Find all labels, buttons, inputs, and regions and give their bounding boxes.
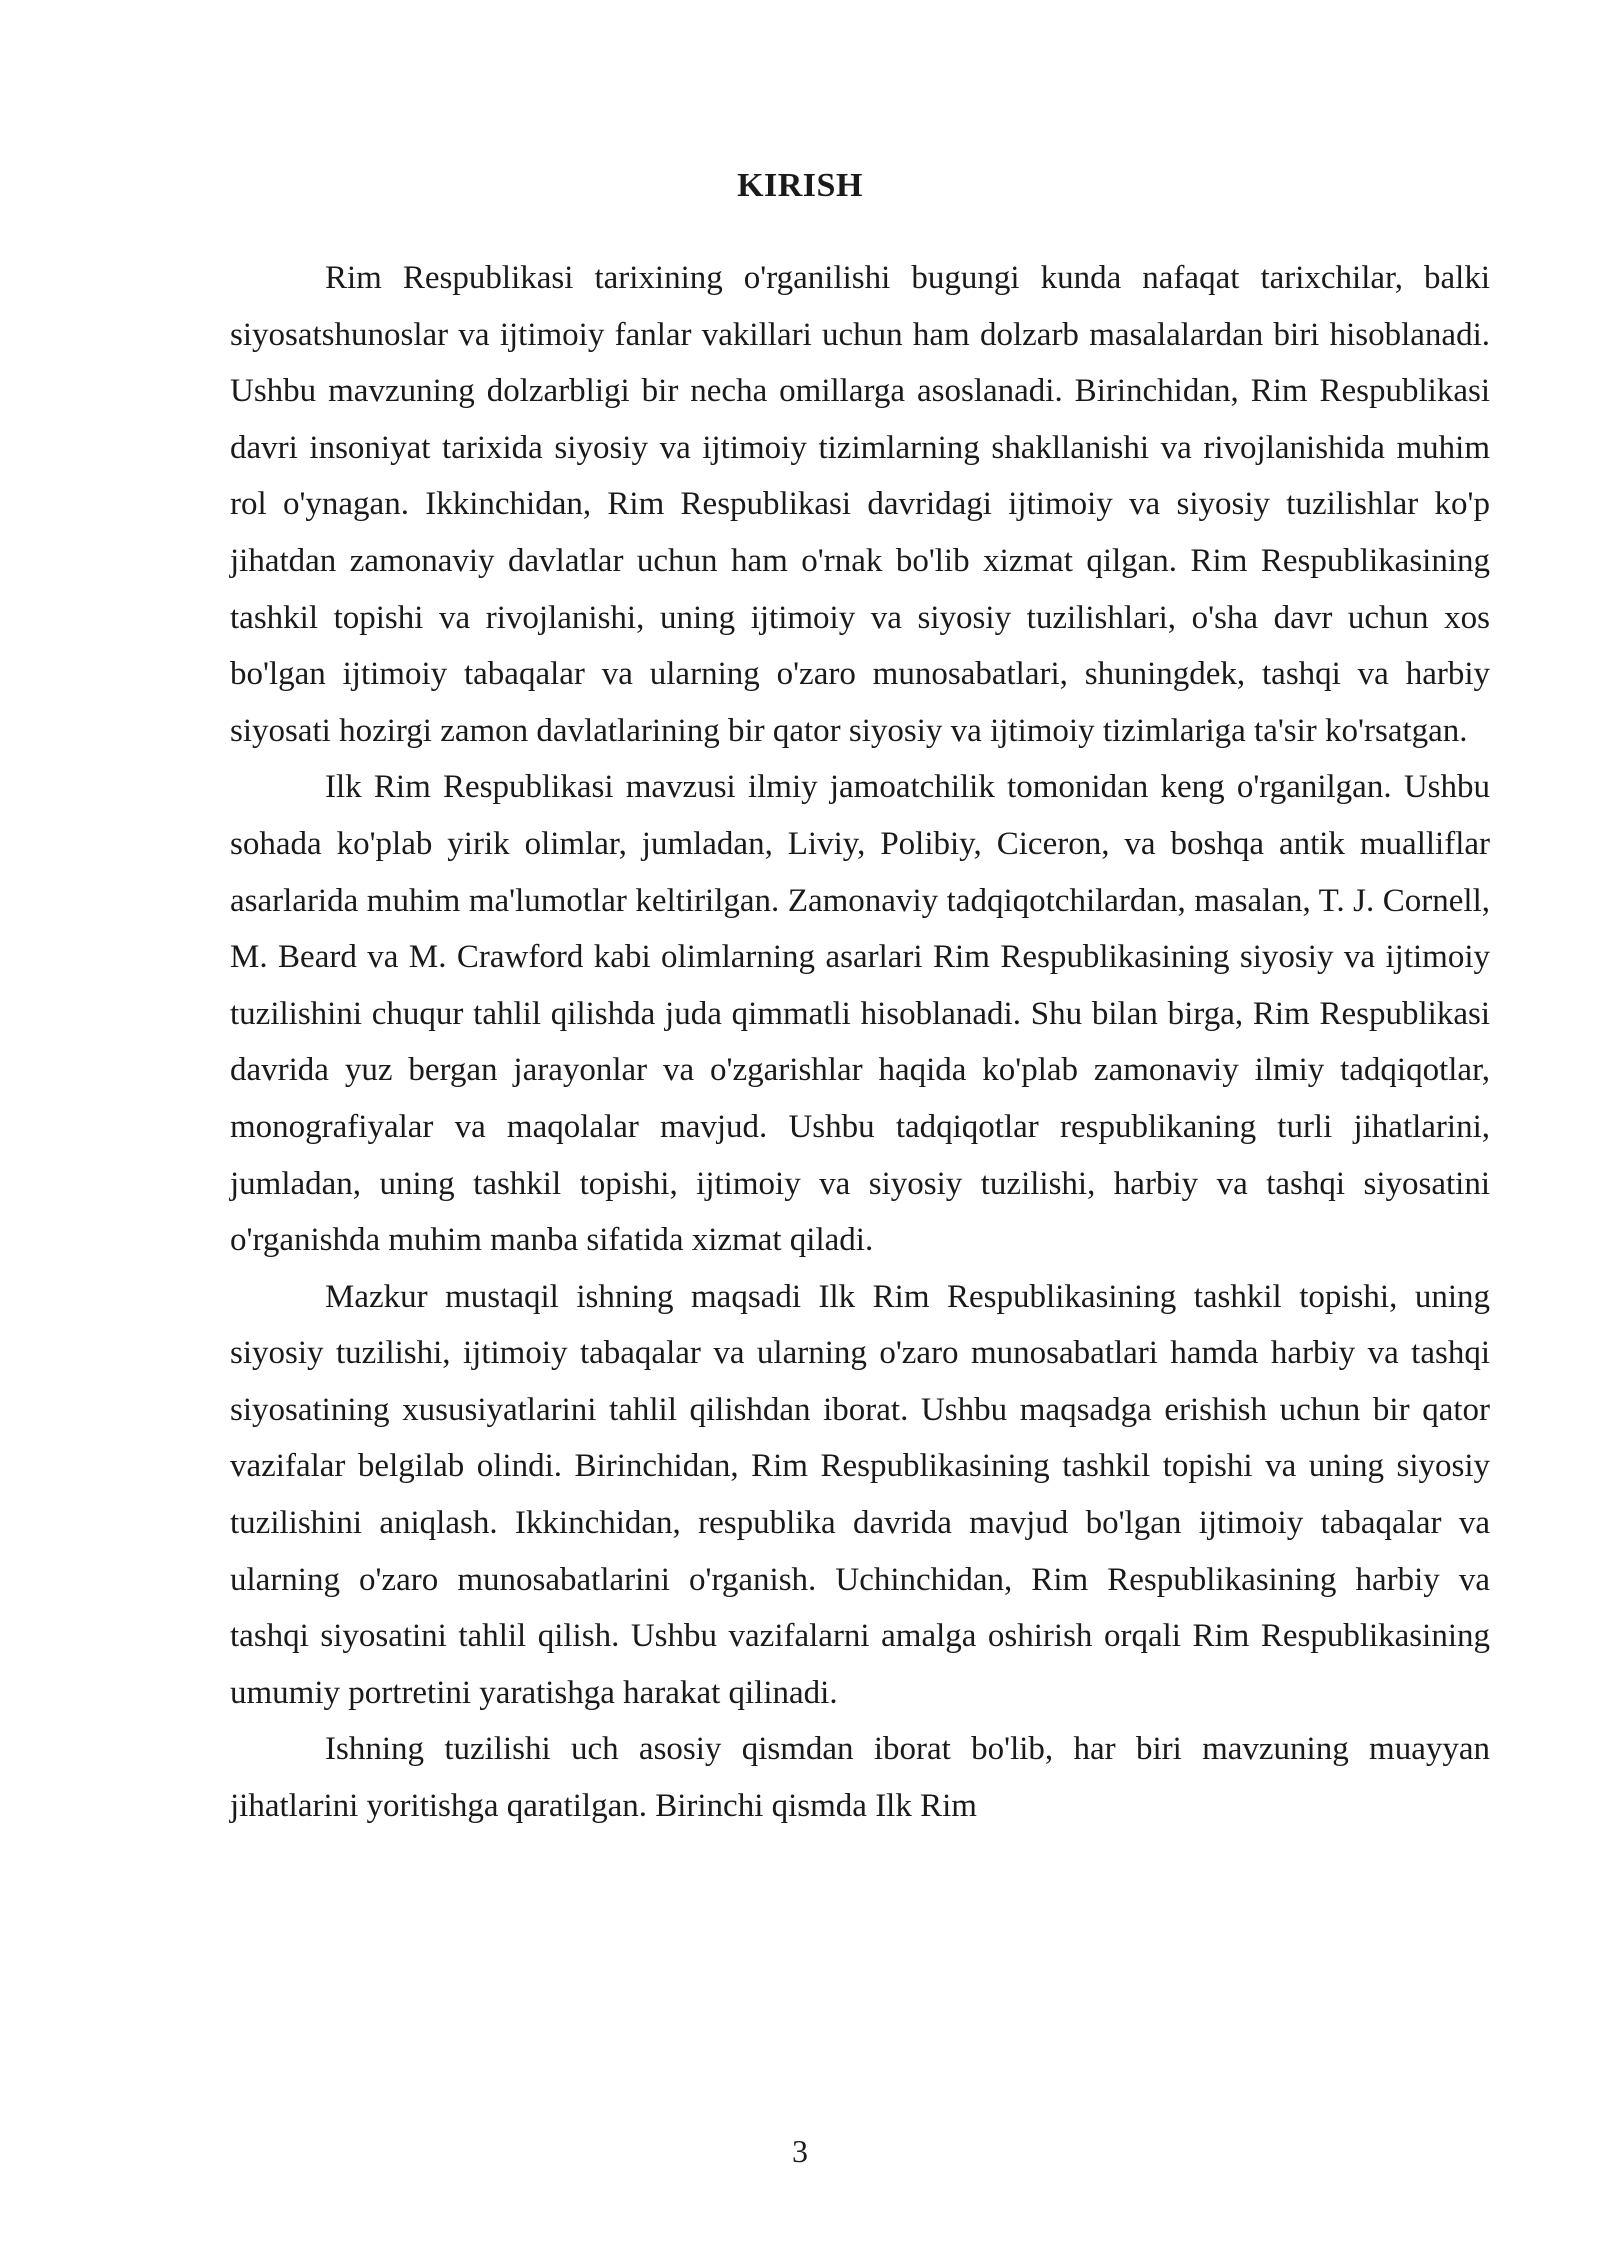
body-text xyxy=(230,250,1490,1835)
paragraph-4: Ishning tuzilishi uch asosiy qismdan iborat bo'lib, har biri mavzuning muayyan jihatlarini yoritishga qaratilgan. Birinchi qismda Ilk Rim xyxy=(230,1731,1490,1825)
paragraph-3: Mazkur mustaqil ishning maqsadi Ilk Rim Respublikasining tashkil topishi, uning siyosiy tuzilishi, ijtimoiy tabaqalar va ularning o'zaro munosabatlari hamda harbiy va tashqi siyosatining xususiyatlarini tahlil qilishdan iborat. Ushbu maqsadga erishish uchun bir qator vazifalar belgilab olindi. Birinchidan, Rim Respublikasining tashkil topishi va uning siyosiy tuzilishini aniqlash. Ikkinchidan, respublika davrida mavjud bo'lgan ijtimoiy tabaqalar va ularning o'zaro munosabatlarini o'rganish. Uchinchidan, Rim Respublikasining harbiy va tashqi siyosatini tahlil qilish. Ushbu vazifalarni amalga oshirish orqali Rim Respublikasining umumiy portretini yaratishga harakat qilinadi. xyxy=(230,1278,1490,1711)
paragraph-2: Ilk Rim Respublikasi mavzusi ilmiy jamoatchilik tomonidan keng o'rganilgan. Ushbu sohada ko'plab yirik olimlar, jumladan, Liviy, Polibiy, Ciceron, va boshqa antik mualliflar asarlarida muhim ma'lumotlar keltirilgan. Zamonaviy tadqiqotchilardan, masalan, T. J. Cornell, M. Beard va M. Crawford kabi olimlarning asarlari Rim Respublikasining siyosiy va ijtimoiy tuzilishini chuqur tahlil qilishda juda qimmatli hisoblanadi. Shu bilan birga, Rim Respublikasi davrida yuz bergan jarayonlar va o'zgarishlar haqida ko'plab zamonaviy ilmiy tadqiqotlar, monografiyalar va maqolalar mavjud. Ushbu tadqiqotlar respublikaning turli jihatlarini, jumladan, uning tashkil topishi, ijtimoiy va siyosiy tuzilishi, harbiy va tashqi siyosatini o'rganishda muhim manba sifatida xizmat qiladi. xyxy=(230,769,1490,1259)
paragraph-1: Rim Respublikasi tarixining o'rganilishi bugungi kunda nafaqat tarixchilar, balki siyosatshunoslar va ijtimoiy fanlar vakillari uchun ham dolzarb masalalardan biri hisoblanadi. Ushbu mavzuning dolzarbligi bir necha omillarga asoslanadi. Birinchidan, Rim Respublikasi davri insoniyat tarixida siyosiy va ijtimoiy tizimlarning shakllanishi va rivojlanishida muhim rol o'ynagan. Ikkinchidan, Rim Respublikasi davridagi ijtimoiy va siyosiy tuzilishlar ko'p jihatdan zamonaviy davlatlar uchun ham o'rnak bo'lib xizmat qilgan. Rim Respublikasining tashkil topishi va rivojlanishi, uning ijtimoiy va siyosiy tuzilishlari, o'sha davr uchun xos bo'lgan ijtimoiy tabaqalar va ularning o'zaro munosabatlari, shuningdek, tashqi va harbiy siyosati hozirgi zamon davlatlarining bir qator siyosiy va ijtimoiy tizimlariga ta'sir ko'rsatgan. xyxy=(230,260,1490,749)
section-title: KIRISH xyxy=(737,167,863,204)
page-number: 3 xyxy=(792,2133,808,2169)
